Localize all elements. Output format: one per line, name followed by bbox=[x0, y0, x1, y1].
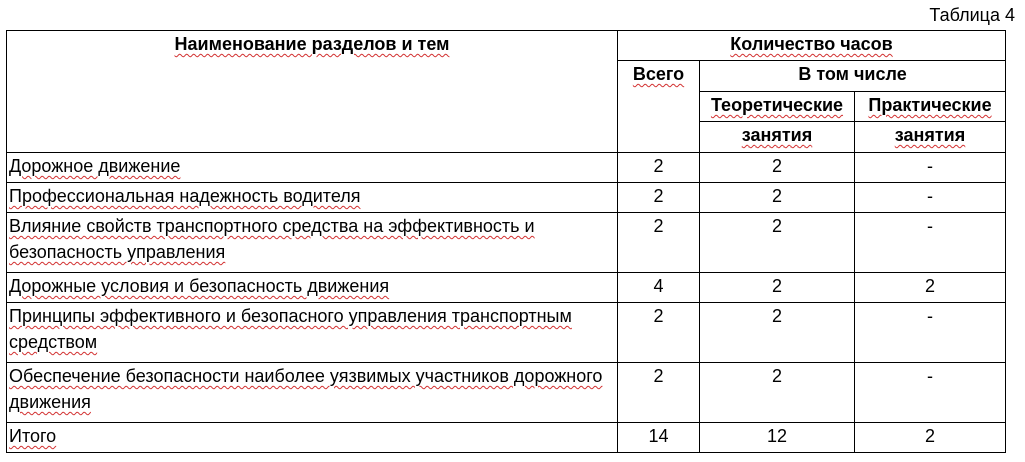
table-row bbox=[7, 273, 1006, 303]
row-theory: 2 bbox=[700, 213, 855, 273]
row-practice: - bbox=[855, 213, 1006, 273]
footer-name: Итого bbox=[7, 423, 618, 453]
row-name: Обеспечение безопасности наиболее уязвимых участников дорожного движения bbox=[7, 363, 618, 423]
table-row bbox=[7, 303, 1006, 363]
row-theory: 2 bbox=[700, 273, 855, 303]
header-theory: Теоретические bbox=[700, 92, 855, 122]
row-name: Профессиональная надежность водителя bbox=[7, 183, 618, 213]
row-total: 2 bbox=[618, 213, 700, 273]
row-theory: 2 bbox=[700, 363, 855, 423]
row-name: Принципы эффективного и безопасного управления транспортным средством bbox=[7, 303, 618, 363]
header-including: В том числе bbox=[700, 61, 1006, 92]
row-name: Дорожные условия и безопасность движения bbox=[7, 273, 618, 303]
header-theory-sub: занятия bbox=[700, 122, 855, 153]
header-sections: Наименование разделов и тем bbox=[7, 31, 618, 153]
table-caption: Таблица 4 bbox=[929, 5, 1015, 25]
header-practice: Практические bbox=[855, 92, 1006, 122]
row-total: 2 bbox=[618, 303, 700, 363]
row-name: Дорожное движение bbox=[7, 153, 618, 183]
row-total: 2 bbox=[618, 363, 700, 423]
row-total: 2 bbox=[618, 183, 700, 213]
row-practice: - bbox=[855, 153, 1006, 183]
table-row bbox=[7, 213, 1006, 273]
row-practice: 2 bbox=[855, 273, 1006, 303]
header-practice-sub: занятия bbox=[855, 122, 1006, 153]
row-practice: - bbox=[855, 363, 1006, 423]
table-row bbox=[7, 363, 1006, 423]
footer-total: 14 bbox=[618, 423, 700, 453]
row-practice: - bbox=[855, 183, 1006, 213]
row-theory: 2 bbox=[700, 183, 855, 213]
row-practice: - bbox=[855, 303, 1006, 363]
table-row bbox=[7, 153, 1006, 183]
header-total: Всего bbox=[618, 61, 700, 153]
row-total: 2 bbox=[618, 153, 700, 183]
row-name: Влияние свойств транспортного средства на эффективность и безопасность управления bbox=[7, 213, 618, 273]
header-hours: Количество часов bbox=[618, 31, 1006, 61]
row-theory: 2 bbox=[700, 153, 855, 183]
row-total: 4 bbox=[618, 273, 700, 303]
footer-practice: 2 bbox=[855, 423, 1006, 453]
row-theory: 2 bbox=[700, 303, 855, 363]
hours-table bbox=[6, 30, 1006, 453]
table-footer-row bbox=[7, 423, 1006, 453]
table-row bbox=[7, 183, 1006, 213]
footer-theory: 12 bbox=[700, 423, 855, 453]
